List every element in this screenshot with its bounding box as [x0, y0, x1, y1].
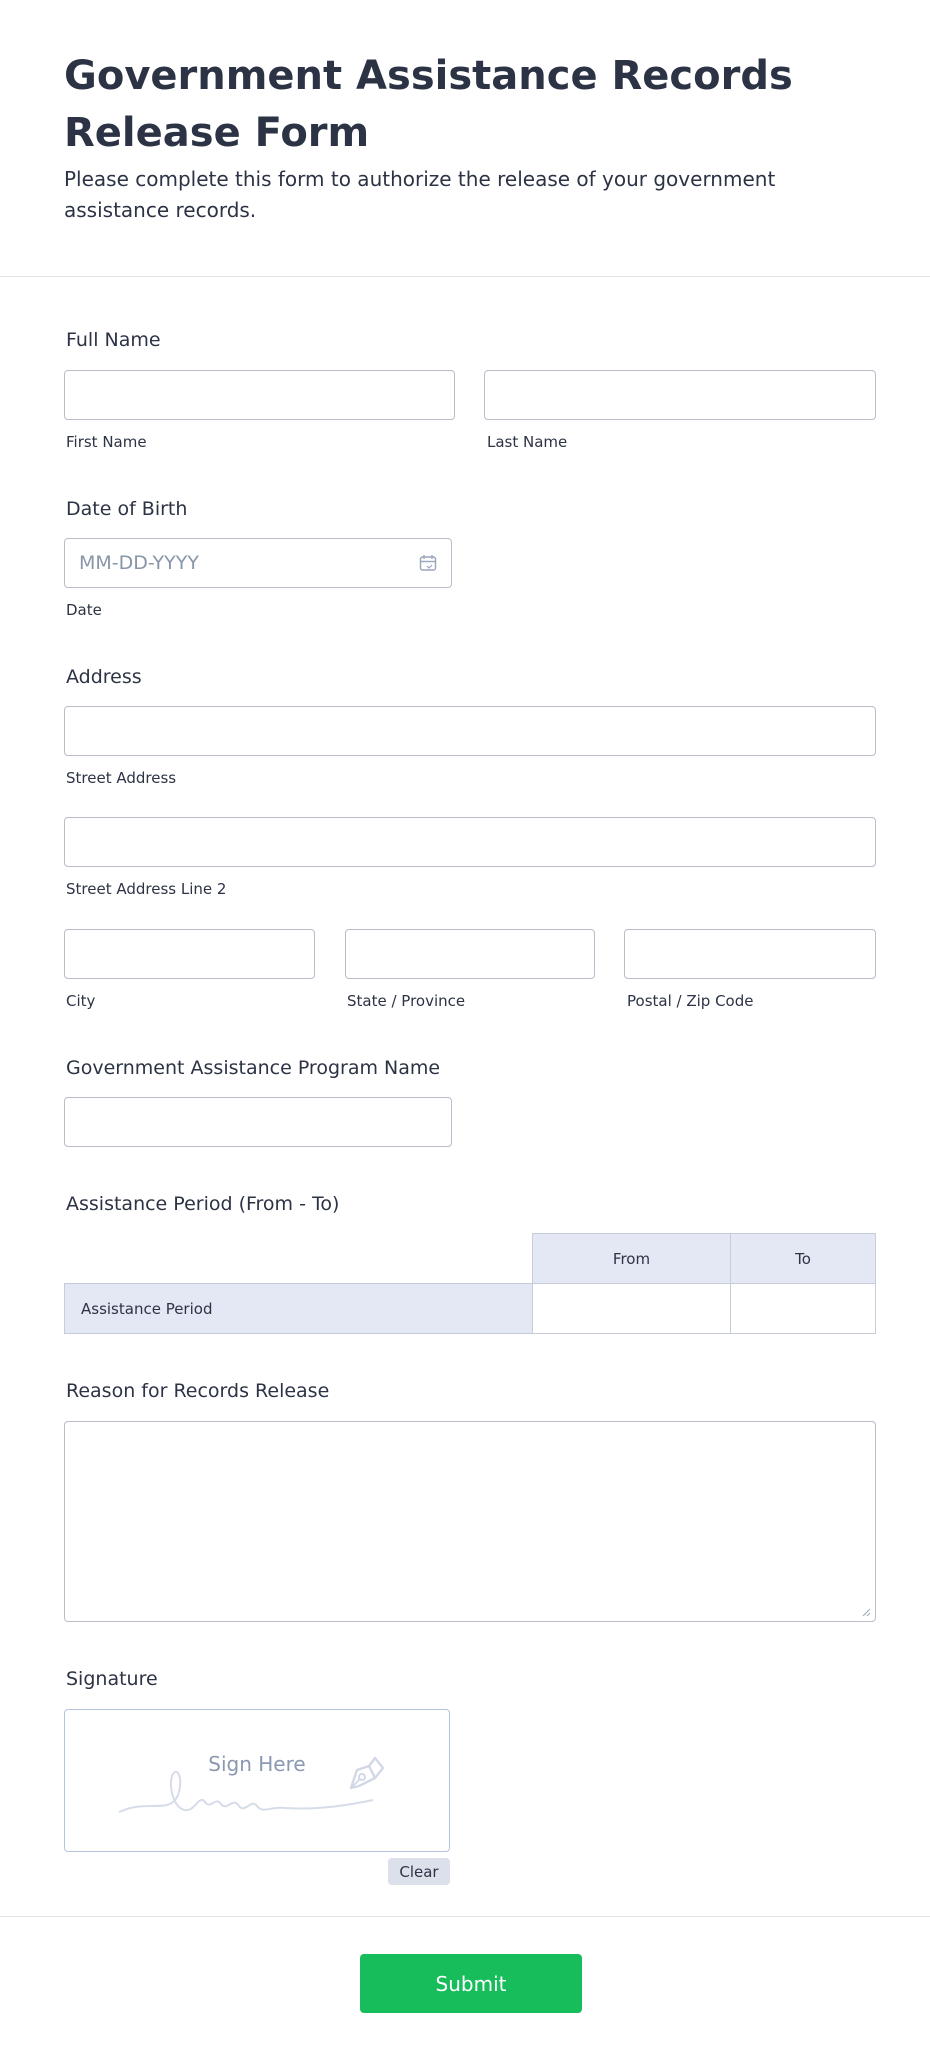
signature-label: Signature — [66, 1668, 158, 1690]
first-name-input[interactable] — [65, 371, 454, 419]
city-input[interactable] — [65, 930, 314, 978]
form-title: Government Assistance Records Release Form — [64, 53, 793, 156]
column-header-to: To — [730, 1233, 876, 1284]
reason-textarea[interactable] — [64, 1421, 876, 1622]
program-name-input[interactable] — [65, 1098, 451, 1146]
street-address-input[interactable] — [65, 707, 875, 755]
clear-signature-button[interactable]: Clear — [388, 1858, 450, 1885]
zip-sublabel: Postal / Zip Code — [627, 992, 754, 1010]
program-name-label: Government Assistance Program Name — [66, 1057, 441, 1079]
street-address-sublabel: Street Address — [66, 769, 177, 787]
full-name-label: Full Name — [66, 329, 161, 351]
sign-here-placeholder: Sign Here — [208, 1752, 306, 1776]
dob-sublabel: Date — [66, 601, 102, 619]
form-subtitle: Please complete this form to authorize the release of your government assistance records. — [64, 167, 776, 222]
assistance-period-label: Assistance Period (From - To) — [66, 1193, 340, 1215]
state-field[interactable] — [345, 929, 595, 979]
state-input[interactable] — [346, 930, 594, 978]
state-sublabel: State / Province — [347, 992, 466, 1010]
program-name-field[interactable] — [64, 1097, 452, 1147]
reason-label: Reason for Records Release — [66, 1380, 330, 1402]
first-name-sublabel: First Name — [66, 433, 147, 451]
city-sublabel: City — [66, 992, 96, 1010]
resize-grip-icon[interactable] — [861, 1607, 871, 1617]
city-field[interactable] — [64, 929, 315, 979]
dob-label: Date of Birth — [66, 498, 188, 520]
last-name-input[interactable] — [485, 371, 875, 419]
form-header — [0, 0, 930, 277]
last-name-field[interactable] — [484, 370, 876, 420]
first-name-field[interactable] — [64, 370, 455, 420]
zip-field[interactable] — [624, 929, 876, 979]
assistance-period-table — [64, 1233, 876, 1334]
street-address-2-sublabel: Street Address Line 2 — [66, 880, 227, 898]
signature-pad[interactable] — [64, 1709, 450, 1852]
dob-input[interactable] — [65, 539, 451, 587]
submit-button[interactable]: Submit — [360, 1954, 582, 2013]
dob-field[interactable] — [64, 538, 452, 588]
calendar-icon[interactable] — [419, 554, 437, 572]
footer-divider — [0, 1916, 930, 1917]
from-date-cell[interactable] — [532, 1283, 731, 1334]
zip-input[interactable] — [625, 930, 875, 978]
to-date-cell[interactable] — [730, 1283, 876, 1334]
street-address-field[interactable] — [64, 706, 876, 756]
street-address-2-input[interactable] — [65, 818, 875, 866]
row-label-assistance-period: Assistance Period — [64, 1283, 533, 1334]
street-address-2-field[interactable] — [64, 817, 876, 867]
address-label: Address — [66, 666, 142, 688]
last-name-sublabel: Last Name — [487, 433, 568, 451]
column-header-from: From — [532, 1233, 731, 1284]
